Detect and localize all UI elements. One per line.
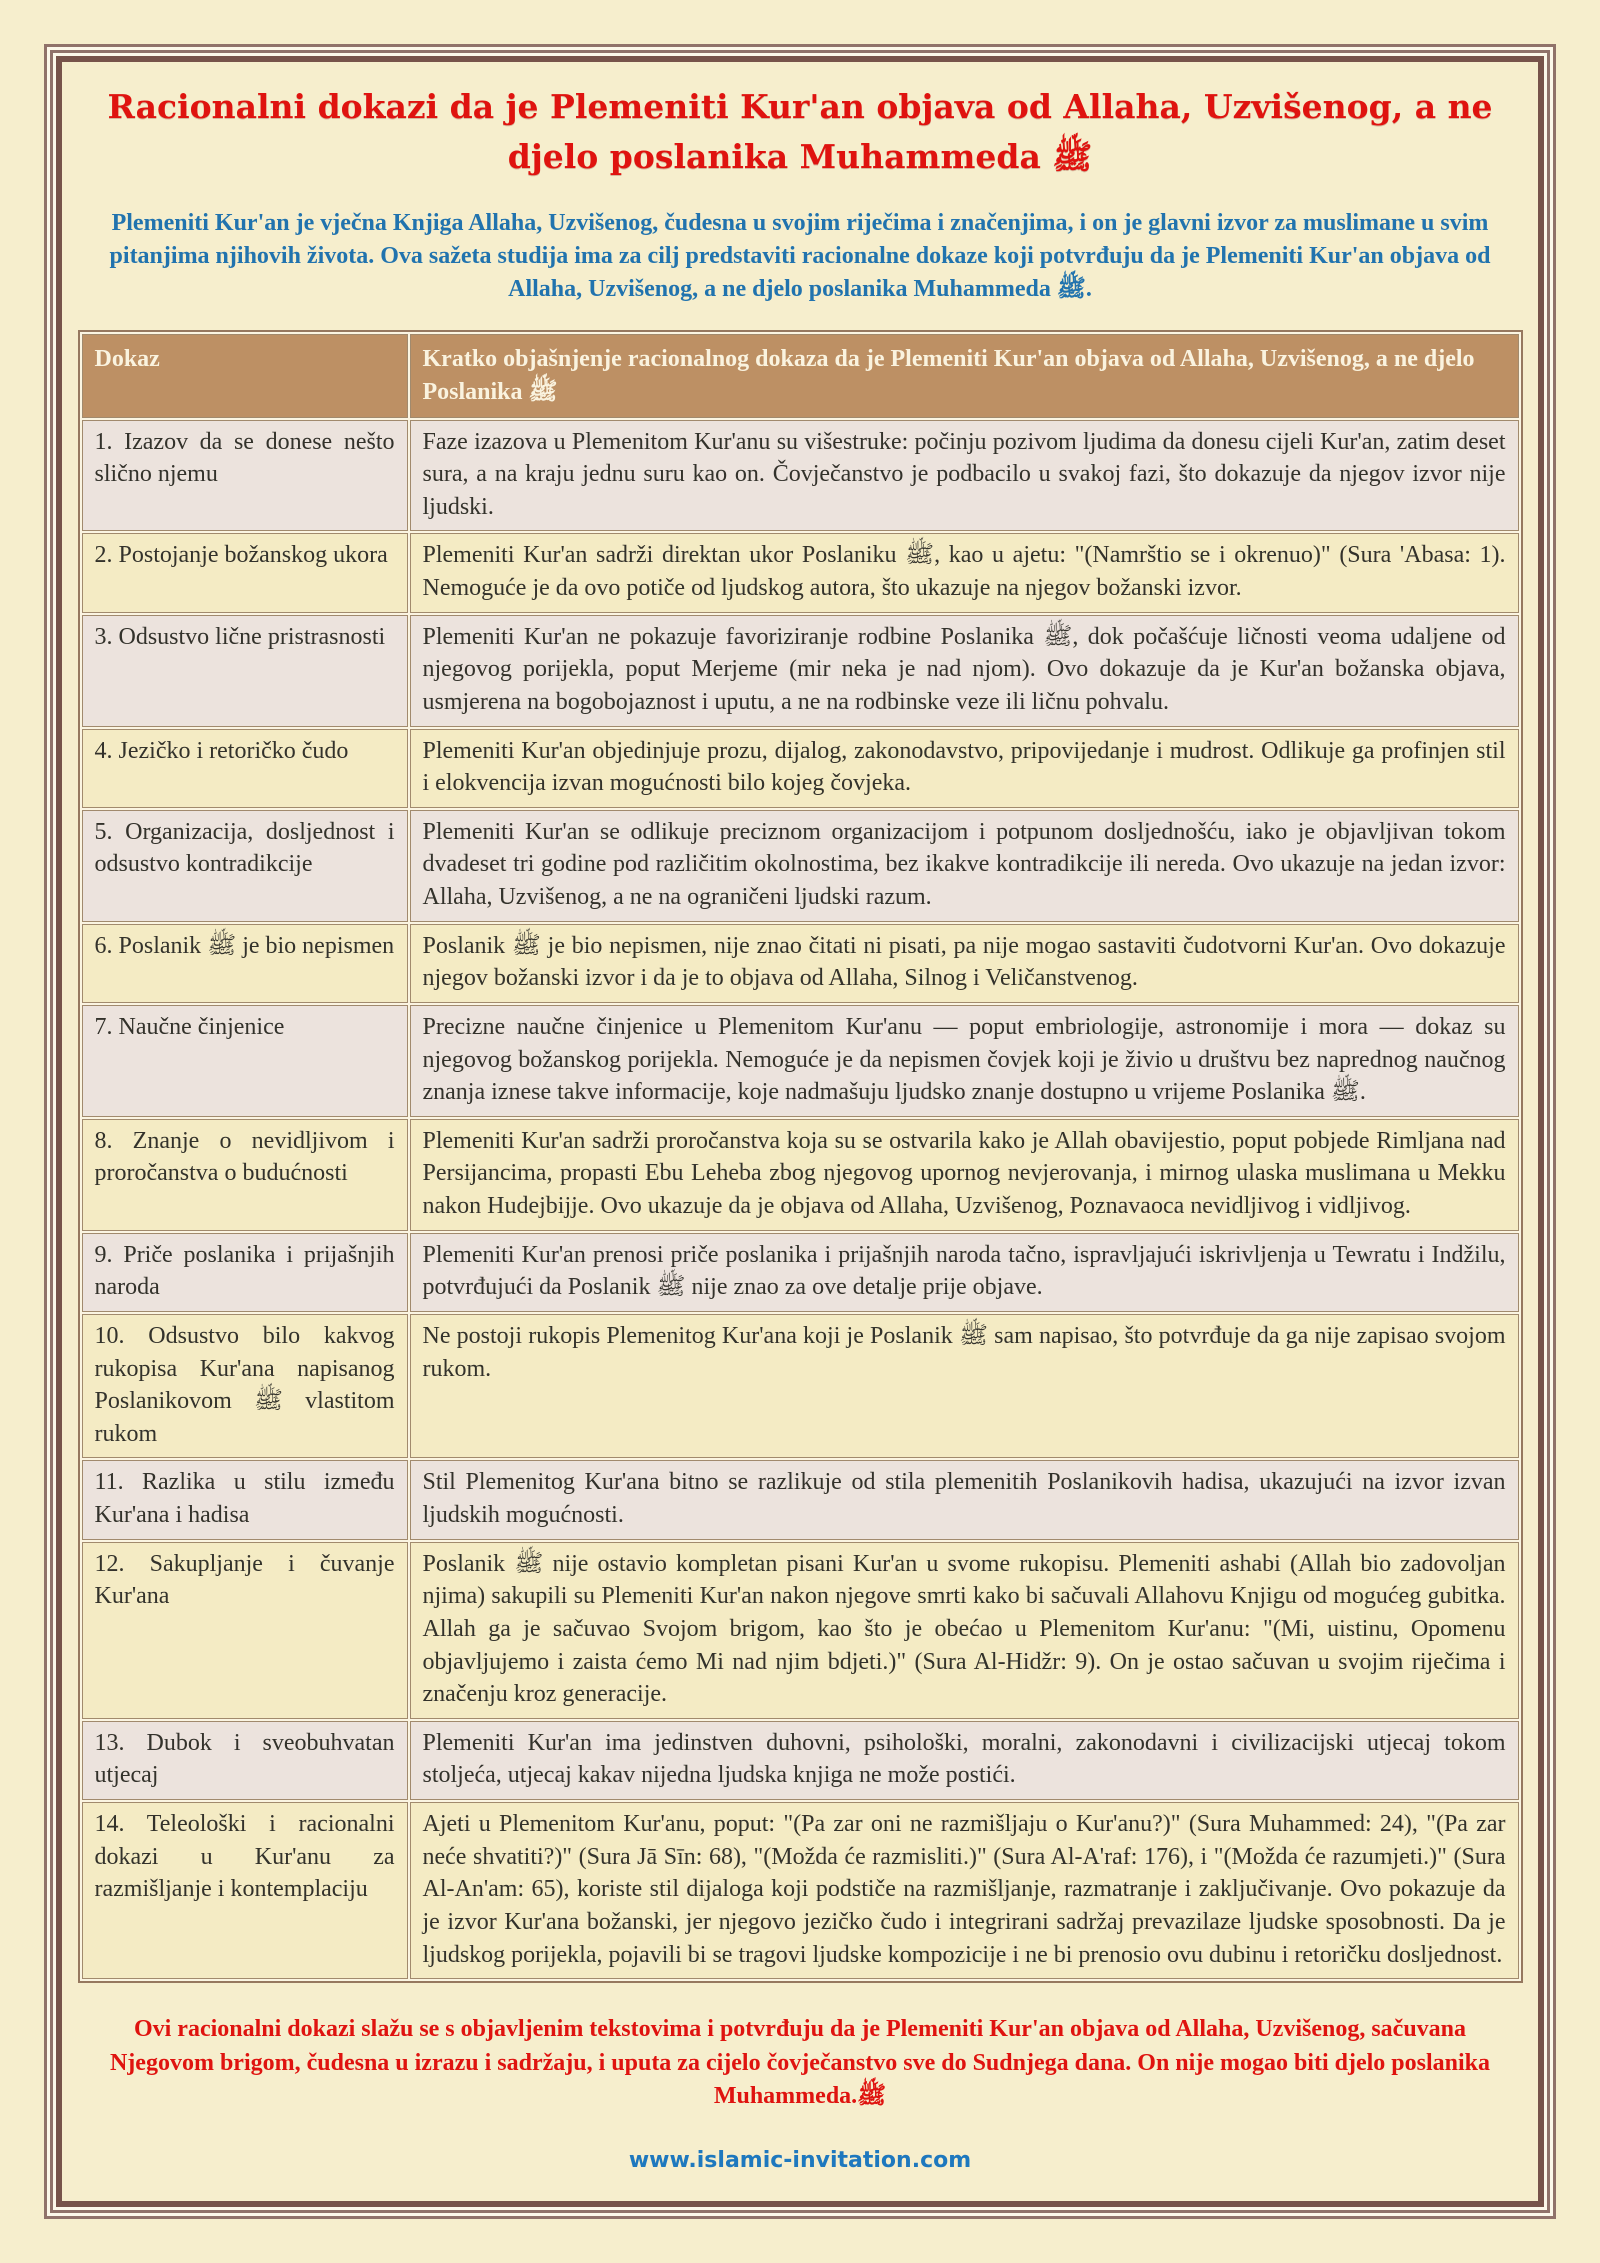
page-title: Racionalni dokazi da je Plemeniti Kur'an objava od Allaha, Uzvišenog, a ne djelo poslanika Muhammeda ﷺ xyxy=(107,87,1493,176)
table-header-row xyxy=(82,334,1519,417)
intro-paragraph: Plemeniti Kur'an je vječna Knjiga Allaha, Uzvišenog, čudesna u svojim riječima i značenjima, i on je glavni izvor za muslimane u svim pitanjima njihovih života. Ova sažeta studija ima za cilj predstaviti racionalne dokaze koji potvrđuju da je Plemeniti Kur'an objava od Allaha, Uzvišenog, a ne djelo poslanika Muhammeda ﷺ. xyxy=(109,210,1491,303)
table-head xyxy=(82,334,1519,417)
column-header-dokaz: Dokaz xyxy=(82,334,408,417)
proof-label: 5. Organizacija, dosljednost i odsustvo kontradikcije xyxy=(82,810,408,922)
decorative-border-mid xyxy=(50,50,1550,2213)
website-link[interactable]: www.islamic-invitation.com xyxy=(628,2147,972,2173)
table-row xyxy=(82,1460,1519,1539)
proof-explanation: Plemeniti Kur'an ima jedinstven duhovni, psihološki, moralni, zakonodavni i civilizacijski utjecaj tokom stoljeća, utjecaj kakav nijedna ljudska knjiga ne može postići. xyxy=(410,1721,1519,1800)
proof-label: 2. Postojanje božanskog ukora xyxy=(82,533,408,612)
proof-label: 4. Jezičko i retoričko čudo xyxy=(82,729,408,808)
proof-label: 10. Odsustvo bilo kakvog rukopisa Kur'ana napisanog Poslanikovom ﷺ vlastitom rukom xyxy=(82,1314,408,1459)
proof-explanation: Poslanik ﷺ nije ostavio kompletan pisani Kur'an u svome rukopisu. Plemeniti ashabi (Allah bio zadovoljan njima) sakupili su Plemeniti Kur'an nakon njegove smrti kako bi sačuvali Allahovu Knjigu od mogućeg gubitka. Allah ga je sačuvao Svojom brigom, kao što je obećao u Plemenitom Kur'anu: "(Mi, uistinu, Opomenu objavljujemo i zaista ćemo Mi nad njim bdjeti.)" (Sura Al-Hidžr: 9). On je ostao sačuvan u svojim riječima i značenju kroz generacije. xyxy=(410,1542,1519,1719)
proof-label: 11. Razlika u stilu između Kur'ana i hadisa xyxy=(82,1460,408,1539)
table-row xyxy=(82,1119,1519,1231)
conclusion-paragraph: Ovi racionalni dokazi slažu se s objavljenim tekstovima i potvrđuju da je Plemeniti Kur'an objava od Allaha, Uzvišenog, sačuvana Njegovom brigom, čudesna u izrazu i sadržaju, i uputa za cijelo čovječanstvo sve do Sudnjega dana. On nije mogao biti djelo poslanika Muhammeda.ﷺ xyxy=(109,2016,1491,2110)
proof-explanation: Stil Plemenitog Kur'ana bitno se razlikuje od stila plemenitih Poslanikovih hadisa, ukazujući na izvor izvan ljudskih mogućnosti. xyxy=(410,1460,1519,1539)
table-row xyxy=(82,1542,1519,1719)
proof-label: 3. Odsustvo lične pristrasnosti xyxy=(82,615,408,727)
proof-label: 9. Priče poslanika i prijašnjih naroda xyxy=(82,1233,408,1312)
table-row xyxy=(82,1233,1519,1312)
proof-explanation: Plemeniti Kur'an ne pokazuje favoriziranje rodbine Poslanika ﷺ, dok počašćuje ličnosti veoma udaljene od njegovog porijekla, poput Merjeme (mir neka je nad njom). Ovo dokazuje da je Kur'an božanska objava, usmjerena na bogobojaznost i uputu, a ne na rodbinske veze ili ličnu pohvalu. xyxy=(410,615,1519,727)
proof-explanation: Plemeniti Kur'an sadrži direktan ukor Poslaniku ﷺ, kao u ajetu: "(Namrštio se i okrenuo)" (Sura 'Abasa: 1). Nemoguće je da ovo potiče od ljudskog autora, što ukazuje na njegov božanski izvor. xyxy=(410,533,1519,612)
proof-label: 7. Naučne činjenice xyxy=(82,1005,408,1117)
table-row xyxy=(82,1721,1519,1800)
table-row xyxy=(82,1314,1519,1459)
proof-explanation: Faze izazova u Plemenitom Kur'anu su višestruke: počinju pozivom ljudima da donesu cijeli Kur'an, zatim deset sura, a na kraju jednu suru kao on. Čovječanstvo je podbacilo u svakoj fazi, što dokazuje da njegov izvor nije ljudski. xyxy=(410,420,1519,532)
proof-explanation: Plemeniti Kur'an sadrži proročanstva koja su se ostvarila kako je Allah obavijestio, poput pobjede Rimljana nad Persijancima, propasti Ebu Leheba zbog njegovog upornog nevjerovanja, i mirnog ulaska muslimana u Mekku nakon Hudejbijje. Ovo ukazuje da je objava od Allaha, Uzvišenog, Poznavaoca nevidljivog i vidljivog. xyxy=(410,1119,1519,1231)
proof-label: 12. Sakupljanje i čuvanje Kur'ana xyxy=(82,1542,408,1719)
column-header-explanation: Kratko objašnjenje racionalnog dokaza da je Plemeniti Kur'an objava od Allaha, Uzvišenog, a ne djelo Poslanika ﷺ xyxy=(410,334,1519,417)
table-row xyxy=(82,615,1519,727)
proof-label: 14. Teleološki i racionalni dokazi u Kur'anu za razmišljanje i kontemplaciju xyxy=(82,1802,408,1979)
proof-explanation: Poslanik ﷺ je bio nepismen, nije znao čitati ni pisati, pa nije mogao sastaviti čudotvorni Kur'an. Ovo dokazuje njegov božanski izvor i da je to objava od Allaha, Silnog i Veličanstvenog. xyxy=(410,924,1519,1003)
proof-explanation: Ne postoji rukopis Plemenitog Kur'ana koji je Poslanik ﷺ sam napisao, što potvrđuje da ga nije zapisao svojom rukom. xyxy=(410,1314,1519,1459)
proof-label: 8. Znanje o nevidljivom i proročanstva o budućnosti xyxy=(82,1119,408,1231)
table-row xyxy=(82,533,1519,612)
table-row xyxy=(82,729,1519,808)
table-row xyxy=(82,420,1519,532)
website-line xyxy=(74,2148,1526,2173)
proof-explanation: Plemeniti Kur'an objedinjuje prozu, dijalog, zakonodavstvo, pripovijedanje i mudrost. Odlikuje ga profinjen stil i elokvencija izvan mogućnosti bilo kojeg čovjeka. xyxy=(410,729,1519,808)
proof-label: 1. Izazov da se donese nešto slično njemu xyxy=(82,420,408,532)
proof-label: 13. Dubok i sveobuhvatan utjecaj xyxy=(82,1721,408,1800)
proof-explanation: Plemeniti Kur'an prenosi priče poslanika i prijašnjih naroda tačno, ispravljajući iskrivljenja u Tewratu i Indžilu, potvrđujući da Poslanik ﷺ nije znao za ove detalje prije objave. xyxy=(410,1233,1519,1312)
table-row xyxy=(82,1802,1519,1979)
proofs-table xyxy=(78,330,1523,1983)
document-content xyxy=(56,56,1544,2207)
table-row xyxy=(82,1005,1519,1117)
proof-explanation: Plemeniti Kur'an se odlikuje preciznom organizacijom i potpunom dosljednošću, iako je objavljivan tokom dvadeset tri godine pod različitim okolnostima, bez ikakve kontradikcije ili nereda. Ovo ukazuje na jedan izvor: Allaha, Uzvišenog, a ne na ograničeni ljudski razum. xyxy=(410,810,1519,922)
decorative-border-frame xyxy=(44,44,1556,2219)
table-body xyxy=(82,420,1519,1980)
table-row xyxy=(82,810,1519,922)
table-row xyxy=(82,924,1519,1003)
proof-explanation: Precizne naučne činjenice u Plemenitom Kur'anu — poput embriologije, astronomije i mora — dokaz su njegovog božanskog porijekla. Nemoguće je da nepismen čovjek koji je živio u društvu bez naprednog naučnog znanja iznese takve informacije, koje nadmašuju ljudsko znanje dostupno u vrijeme Poslanika ﷺ. xyxy=(410,1005,1519,1117)
proof-explanation: Ajeti u Plemenitom Kur'anu, poput: "(Pa zar oni ne razmišljaju o Kur'anu?)" (Sura Muhammed: 24), "(Pa zar neće shvatiti?)" (Sura Jā Sīn: 68), "(Možda će razmisliti.)" (Sura Al-A'raf: 176), i "(Možda će razumjeti.)" (Sura Al-An'am: 65), koriste stil dijaloga koji podstiče na razmišljanje, razmatranje i zaključivanje. Ovo pokazuje da je izvor Kur'ana božanski, jer njegovo jezičko čudo i integrirani sadržaj prevazilaze ljudske sposobnosti. Da je ljudskog porijekla, pojavili bi se tragovi ljudske kompozicije i ne bi prenosio ovu dubinu i retoričku dosljednost. xyxy=(410,1802,1519,1979)
proof-label: 6. Poslanik ﷺ je bio nepismen xyxy=(82,924,408,1003)
